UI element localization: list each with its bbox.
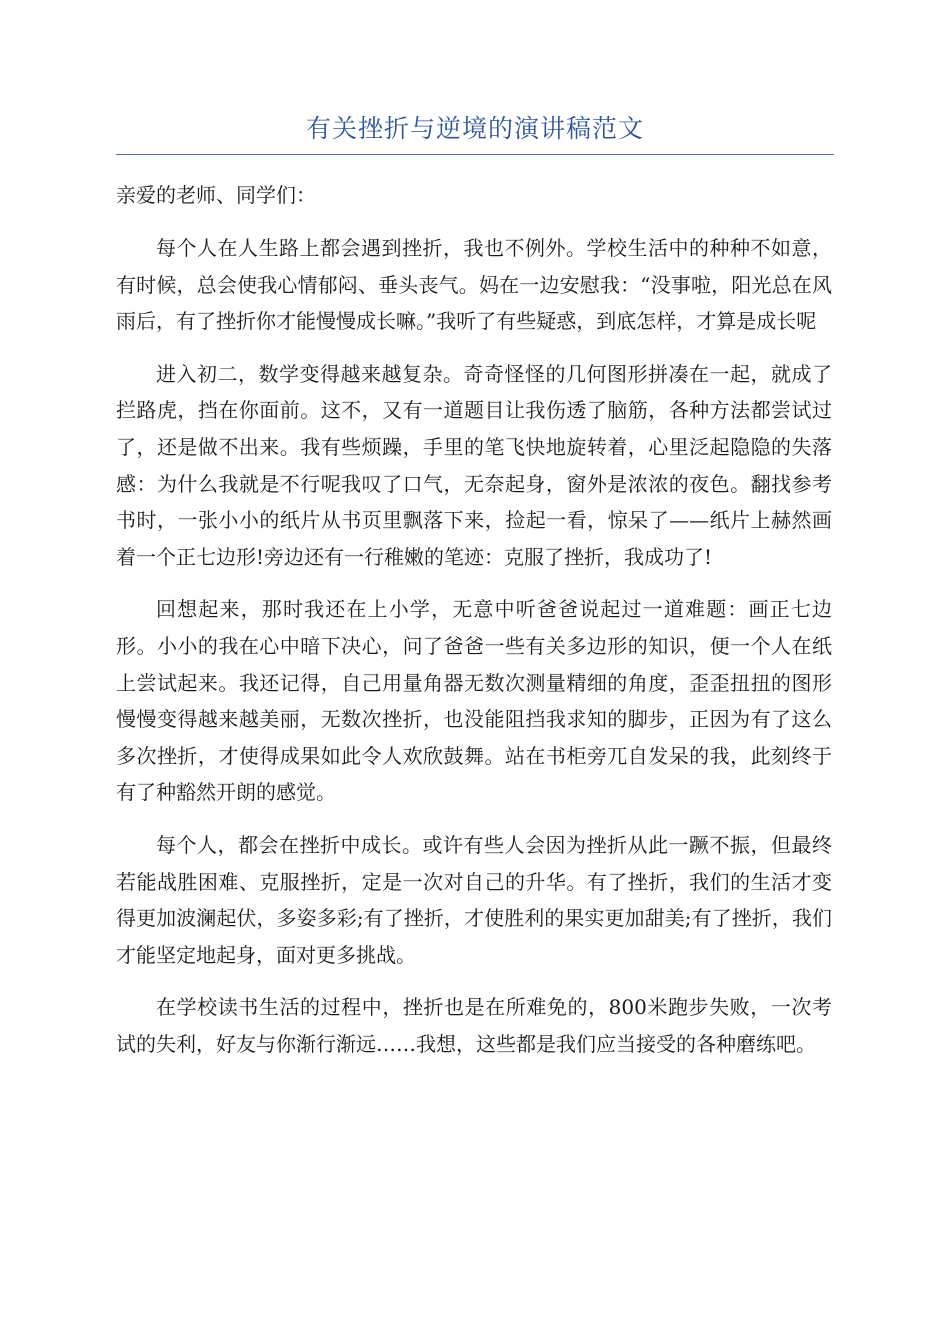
paragraph: 进入初二，数学变得越来越复杂。奇奇怪怪的几何图形拼凑在一起，就成了拦路虎，挡在你面前。这不，又有一道题目让我伤透了脑筋，各种方法都尝试过了，还是做不出来。我有些烦躁，手里的笔飞快地旋转着，心里泛起隐隐的失落感：为什么我就是不行呢我叹了口气，无奈起身，窗外是浓浓的夜色。翻找参考书时，一张小小的纸片从书页里飘落下来，捡起一看，惊呆了——纸片上赫然画着一个正七边形!旁边还有一行稚嫩的笔迹：克服了挫折，我成功了! <box>116 361 832 569</box>
paragraph: 回想起来，那时我还在上小学，无意中听爸爸说起过一道难题：画正七边形。小小的我在心中暗下决心，问了爸爸一些有关多边形的知识，便一个人在纸上尝试起来。我还记得，自己用量角器无数次测量精细的角度，歪歪扭扭的图形慢慢变得越来越美丽，无数次挫折，也没能阻挡我求知的脚步，正因为有了这么多次挫折，才使得成果如此令人欢欣鼓舞。站在书柜旁兀自发呆的我，此刻终于有了种豁然开朗的感觉。 <box>116 597 832 805</box>
document-body <box>116 178 832 1062</box>
paragraph: 每个人在人生路上都会遇到挫折，我也不例外。学校生活中的种种不如意，有时候，总会使我心情郁闷、垂头丧气。妈在一边安慰我：“没事啦，阳光总在风雨后，有了挫折你才能慢慢成长嘛。”我听了有些疑惑，到底怎样，才算是成长呢 <box>116 236 832 334</box>
paragraph: 每个人，都会在挫折中成长。或许有些人会因为挫折从此一蹶不振，但最终若能战胜困难、克服挫折，定是一次对自己的升华。有了挫折，我们的生活才变得更加波澜起伏，多姿多彩;有了挫折，才使胜利的果实更加甜美;有了挫折，我们才能坚定地起身，面对更多挑战。 <box>116 832 832 967</box>
title-underline <box>116 154 834 155</box>
document-title: 有关挫折与逆境的演讲稿范文 <box>305 114 644 143</box>
paragraph: 在学校读书生活的过程中，挫折也是在所难免的，800米跑步失败，一次考试的失利，好友与你渐行渐远……我想，这些都是我们应当接受的各种磨练吧。 <box>116 995 832 1056</box>
salutation: 亲爱的老师、同学们： <box>116 183 316 207</box>
